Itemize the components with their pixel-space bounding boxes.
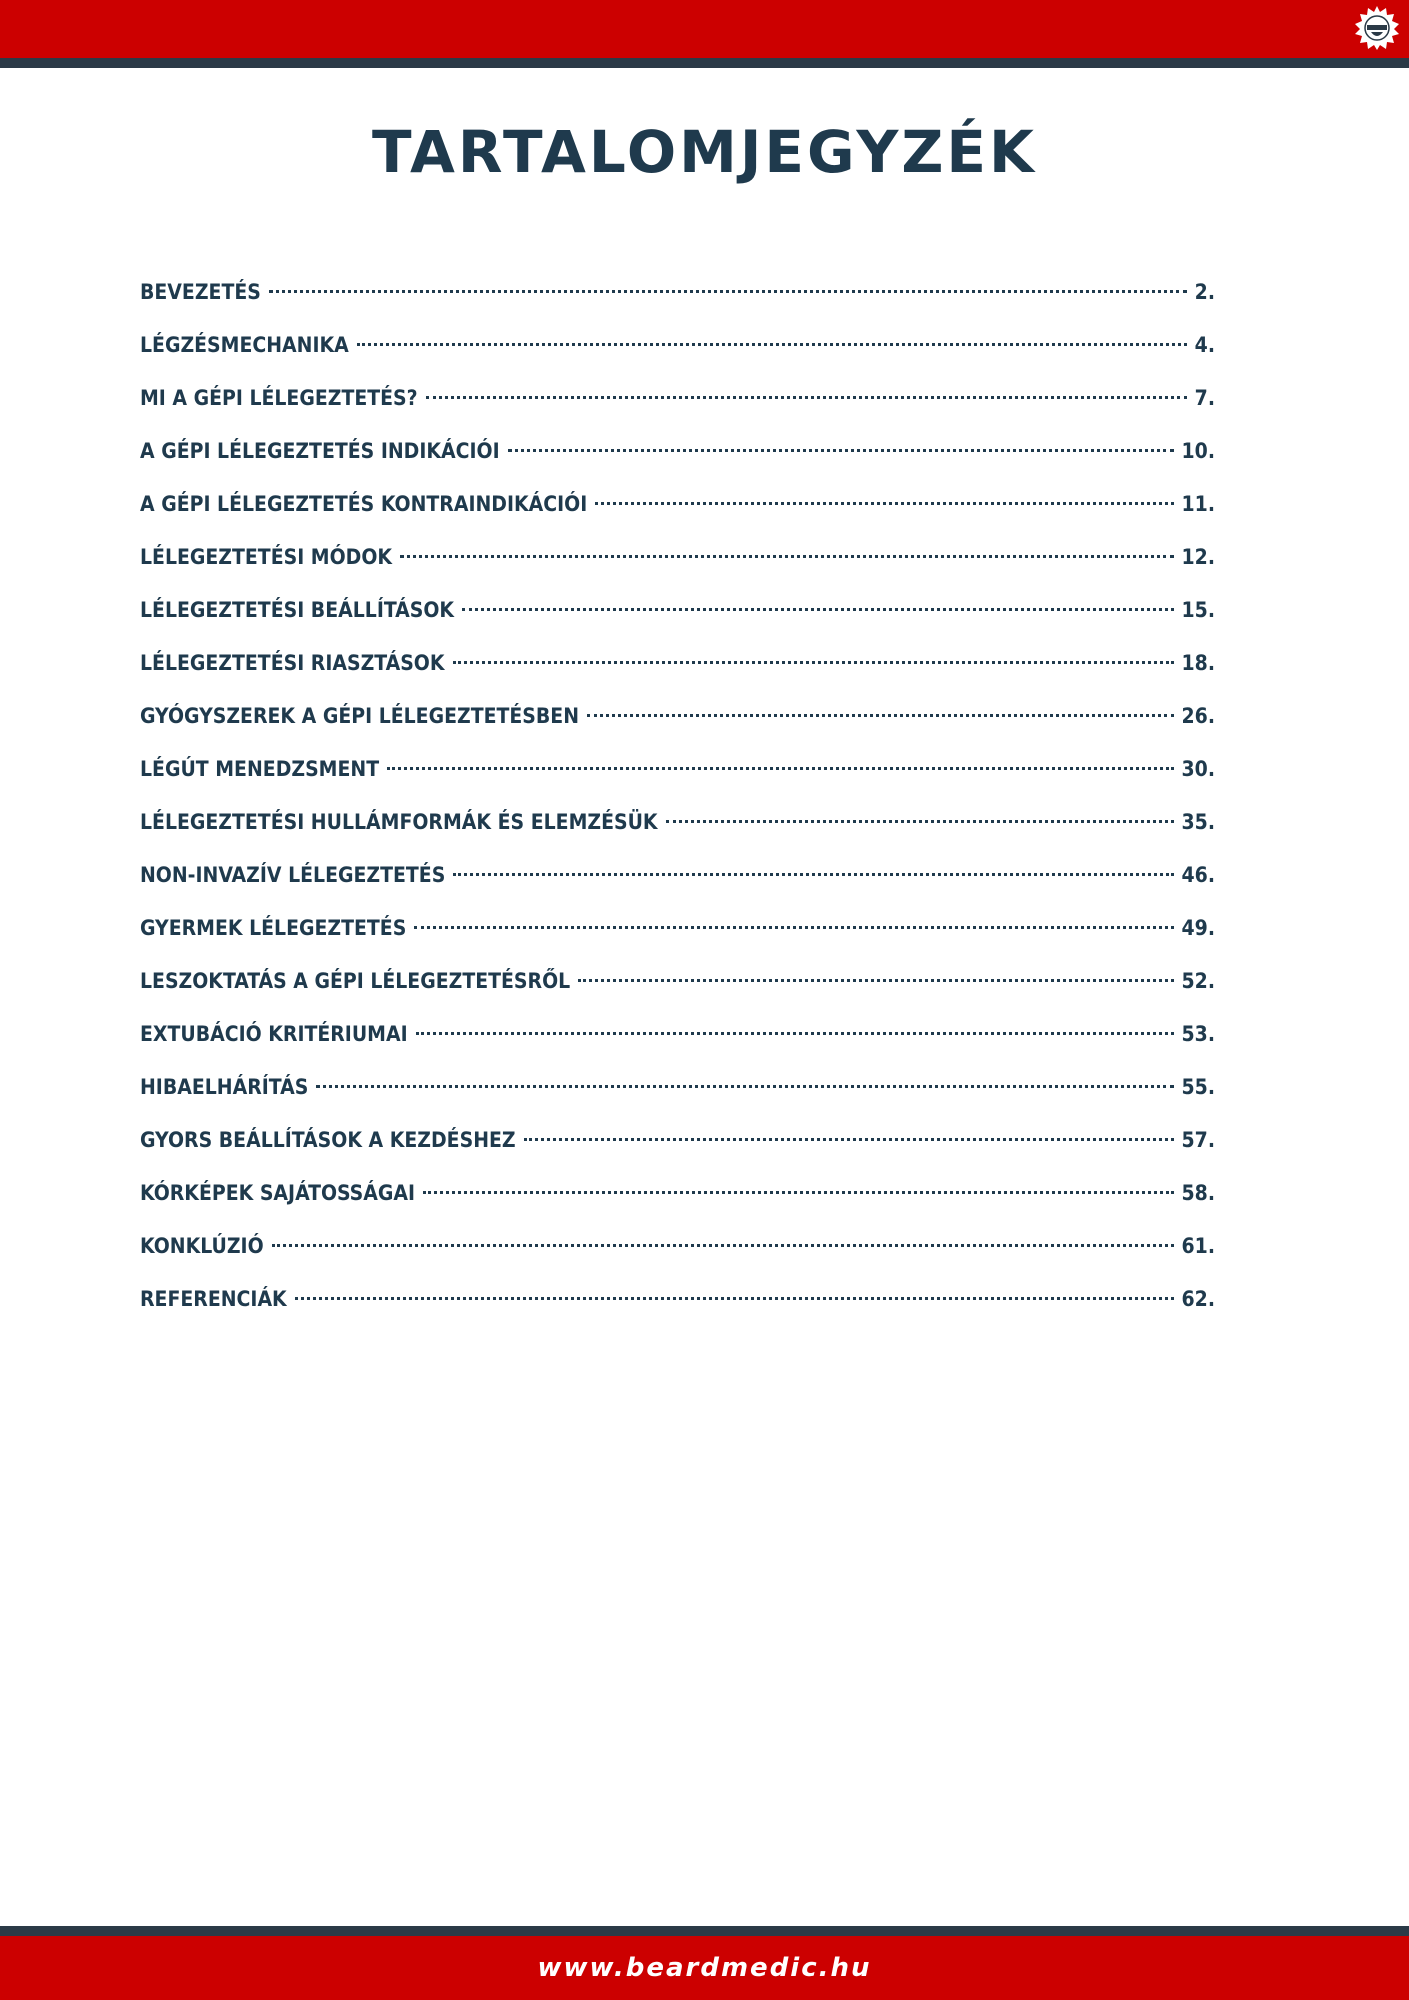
toc-entry[interactable] (140, 961, 1215, 1014)
dot-leader (524, 1138, 1174, 1141)
toc-entry-label: KONKLÚZIÓ (140, 1234, 264, 1258)
footer-bar (0, 1936, 1409, 2000)
dot-leader (462, 608, 1174, 611)
toc-entry-page-number: 15. (1181, 598, 1215, 622)
toc-entry[interactable] (140, 1014, 1215, 1067)
toc-entry-label: LÉLEGEZTETÉSI MÓDOK (140, 545, 393, 569)
dot-leader (666, 820, 1174, 823)
dot-leader (400, 555, 1173, 558)
header-bar (0, 0, 1409, 58)
toc-entry-label: REFERENCIÁK (140, 1287, 287, 1311)
toc-entry[interactable] (140, 537, 1215, 590)
toc-entry-label: GYORS BEÁLLÍTÁSOK A KEZDÉSHEZ (140, 1128, 516, 1152)
toc-entry-label: GYERMEK LÉLEGEZTETÉS (140, 916, 407, 940)
dot-leader (316, 1085, 1173, 1088)
dot-leader (426, 396, 1187, 399)
toc-entry[interactable] (140, 325, 1215, 378)
toc-entry-label: MI A GÉPI LÉLEGEZTETÉS? (140, 386, 418, 410)
toc-entry-page-number: 35. (1181, 810, 1215, 834)
toc-entry[interactable] (140, 855, 1215, 908)
toc-entry-page-number: 61. (1181, 1234, 1215, 1258)
dot-leader (357, 343, 1187, 346)
toc-entry-label: EXTUBÁCIÓ KRITÉRIUMAI (140, 1022, 408, 1046)
toc-entry[interactable] (140, 1279, 1215, 1332)
toc-entry-label: LÉLEGEZTETÉSI HULLÁMFORMÁK ÉS ELEMZÉSÜK (140, 810, 658, 834)
toc-entry[interactable] (140, 1120, 1215, 1173)
toc-entry-label: LÉGÚT MENEDZSMENT (140, 757, 380, 781)
dot-leader (414, 926, 1173, 929)
toc-entry-page-number: 46. (1181, 863, 1215, 887)
footer-url-link[interactable]: www.beardmedic.hu (537, 1953, 872, 1983)
toc-entry-label: KÓRKÉPEK SAJÁTOSSÁGAI (140, 1181, 416, 1205)
dot-leader (587, 714, 1174, 717)
toc-entry-page-number: 11. (1181, 492, 1215, 516)
toc-entry[interactable] (140, 802, 1215, 855)
toc-entry-page-number: 55. (1181, 1075, 1215, 1099)
toc-entry[interactable] (140, 431, 1215, 484)
toc-entry-page-number: 62. (1181, 1287, 1215, 1311)
toc-entry-page-number: 18. (1181, 651, 1215, 675)
toc-entry[interactable] (140, 484, 1215, 537)
toc-entry-page-number: 4. (1194, 333, 1215, 357)
dot-leader (453, 873, 1173, 876)
dot-leader (416, 1032, 1174, 1035)
toc-entry-label: LÉGZÉSMECHANIKA (140, 333, 349, 357)
toc-entry-label: GYÓGYSZEREK A GÉPI LÉLEGEZTETÉSBEN (140, 704, 580, 728)
toc-entry-page-number: 12. (1181, 545, 1215, 569)
table-of-contents (140, 272, 1215, 1332)
toc-entry-page-number: 52. (1181, 969, 1215, 993)
toc-entry[interactable] (140, 378, 1215, 431)
toc-entry-page-number: 26. (1181, 704, 1215, 728)
dot-leader (453, 661, 1174, 664)
toc-entry-label: LÉLEGEZTETÉSI BEÁLLÍTÁSOK (140, 598, 455, 622)
toc-entry[interactable] (140, 1067, 1215, 1120)
toc-entry-page-number: 30. (1181, 757, 1215, 781)
toc-entry[interactable] (140, 749, 1215, 802)
footer-stripe (0, 1926, 1409, 1936)
toc-entry-page-number: 49. (1181, 916, 1215, 940)
toc-entry[interactable] (140, 272, 1215, 325)
dot-leader (508, 449, 1174, 452)
toc-entry-label: NON-INVAZÍV LÉLEGEZTETÉS (140, 863, 446, 887)
toc-entry-label: HIBAELHÁRÍTÁS (140, 1075, 309, 1099)
toc-entry[interactable] (140, 1226, 1215, 1279)
dot-leader (272, 1244, 1174, 1247)
toc-entry-label: A GÉPI LÉLEGEZTETÉS INDIKÁCIÓI (140, 439, 500, 463)
toc-entry-label: BEVEZETÉS (140, 280, 261, 304)
dot-leader (269, 290, 1187, 293)
toc-entry[interactable] (140, 908, 1215, 961)
header-stripe (0, 58, 1409, 68)
toc-entry[interactable] (140, 1173, 1215, 1226)
dot-leader (595, 502, 1173, 505)
toc-entry-page-number: 10. (1181, 439, 1215, 463)
toc-entry-label: LESZOKTATÁS A GÉPI LÉLEGEZTETÉSRŐL (140, 969, 571, 993)
dot-leader (578, 979, 1173, 982)
toc-entry-label: LÉLEGEZTETÉSI RIASZTÁSOK (140, 651, 445, 675)
dot-leader (295, 1297, 1174, 1300)
page-title: TARTALOMJEGYZÉK (371, 118, 1038, 186)
toc-entry[interactable] (140, 643, 1215, 696)
dot-leader (423, 1191, 1173, 1194)
toc-entry[interactable] (140, 590, 1215, 643)
toc-entry-page-number: 58. (1181, 1181, 1215, 1205)
toc-entry-page-number: 7. (1194, 386, 1215, 410)
toc-entry-page-number: 53. (1181, 1022, 1215, 1046)
toc-entry-page-number: 2. (1194, 280, 1215, 304)
dot-leader (387, 767, 1173, 770)
toc-entry-page-number: 57. (1181, 1128, 1215, 1152)
beard-medic-logo-icon (1355, 6, 1399, 50)
toc-entry-label: A GÉPI LÉLEGEZTETÉS KONTRAINDIKÁCIÓI (140, 492, 588, 516)
toc-entry[interactable] (140, 696, 1215, 749)
